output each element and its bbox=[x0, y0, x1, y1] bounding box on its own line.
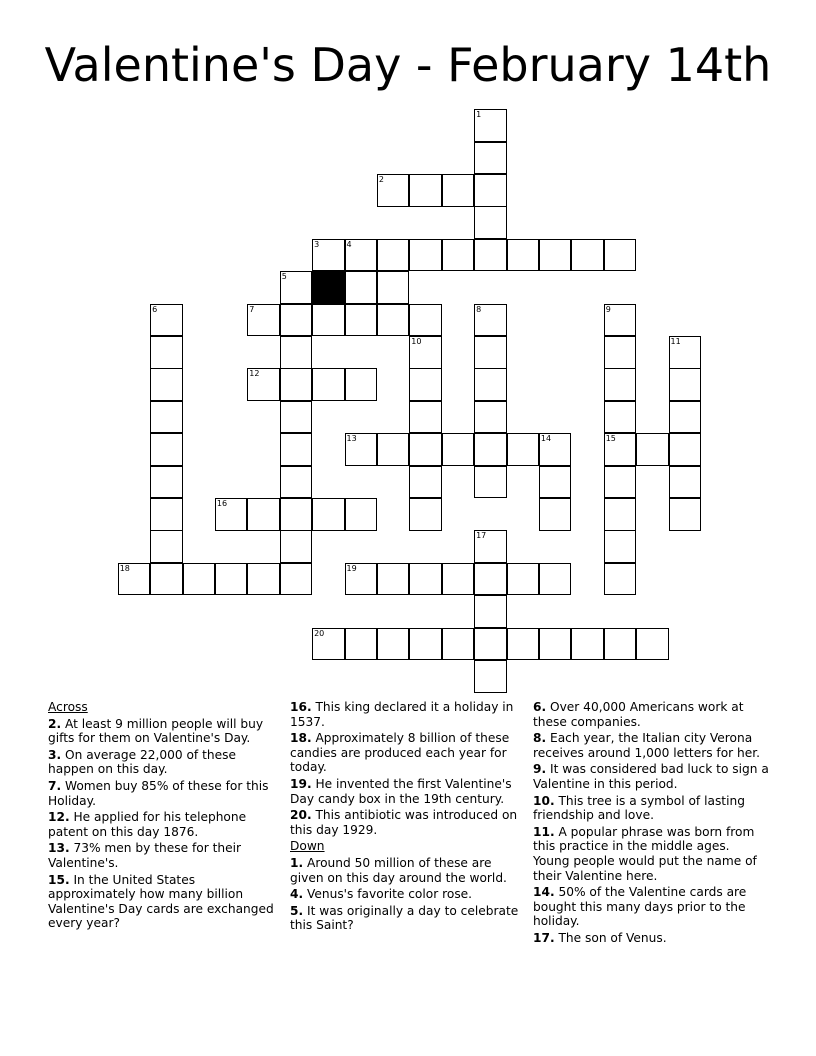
clue-item-number: 20. bbox=[290, 808, 312, 823]
clue-number: 14 bbox=[540, 434, 552, 444]
grid-cell[interactable] bbox=[150, 433, 183, 466]
clue-number: 12 bbox=[249, 369, 260, 379]
clue-number: 6 bbox=[152, 304, 158, 314]
grid-cell[interactable] bbox=[409, 336, 442, 369]
grid-cell[interactable] bbox=[409, 498, 442, 531]
grid-cell[interactable] bbox=[507, 239, 540, 272]
grid-cell[interactable] bbox=[150, 368, 183, 401]
grid-cell[interactable] bbox=[150, 563, 183, 596]
clue-item-text: He applied for his telephone patent on this day 1876. bbox=[48, 810, 247, 839]
clue-item-text: A popular phrase was born from this practice in the middle ages. Young people would put the name of their Valentine here. bbox=[533, 824, 757, 883]
clue-item bbox=[533, 700, 769, 729]
grid-cell[interactable] bbox=[474, 595, 507, 628]
grid-cell[interactable] bbox=[280, 368, 313, 401]
grid-cell[interactable] bbox=[442, 433, 475, 466]
clue-item bbox=[290, 700, 526, 729]
clue-item-number: 2. bbox=[48, 716, 62, 731]
grid-cell[interactable] bbox=[345, 563, 378, 596]
clue-item-number: 6. bbox=[533, 700, 547, 714]
clue-item-number: 8. bbox=[533, 731, 547, 746]
grid-cell[interactable] bbox=[150, 401, 183, 434]
grid-cell[interactable] bbox=[409, 304, 442, 337]
grid-cell[interactable] bbox=[280, 271, 313, 304]
clue-number: 1 bbox=[476, 110, 482, 120]
clue-item bbox=[533, 931, 769, 946]
grid-cell[interactable] bbox=[377, 563, 410, 596]
clue-item-number: 5. bbox=[290, 903, 304, 918]
clue-number: 10 bbox=[411, 337, 422, 346]
grid-cell[interactable] bbox=[604, 304, 637, 337]
clue-number: 19 bbox=[346, 563, 357, 573]
grid-cell[interactable] bbox=[345, 628, 378, 661]
clue-number: 11 bbox=[670, 337, 681, 346]
grid-cell[interactable] bbox=[118, 563, 151, 596]
clue-number: 17 bbox=[476, 531, 487, 541]
grid-cell[interactable] bbox=[539, 433, 572, 466]
clue-item-text: Women buy 85% of these for this Holiday. bbox=[48, 778, 269, 808]
grid-cell[interactable] bbox=[474, 368, 507, 401]
grid-cell[interactable] bbox=[474, 660, 507, 693]
down-clue-list bbox=[290, 856, 526, 933]
grid-cell[interactable] bbox=[183, 563, 216, 596]
clue-item-text: In the United States approximately how many billion Valentine's Day cards are exchanged every year? bbox=[48, 872, 274, 931]
clue-item-text: This tree is a symbol of lasting friendship and love. bbox=[533, 793, 745, 823]
grid-cell[interactable] bbox=[474, 174, 507, 207]
clue-item-text: It was originally a day to celebrate this Saint? bbox=[290, 903, 519, 933]
grid-cell[interactable] bbox=[150, 530, 183, 563]
grid-cell[interactable] bbox=[442, 628, 475, 661]
clue-number: 2 bbox=[378, 175, 384, 184]
grid-cell[interactable] bbox=[539, 466, 572, 499]
clue-item-number: 17. bbox=[533, 930, 555, 945]
grid-cell[interactable] bbox=[215, 498, 248, 531]
clue-item bbox=[290, 904, 526, 933]
grid-cell[interactable] bbox=[280, 530, 313, 563]
across-clue-list-continued bbox=[290, 700, 526, 837]
clue-item-number: 16. bbox=[290, 700, 312, 714]
clue-item bbox=[533, 794, 769, 823]
grid-cell[interactable] bbox=[377, 174, 410, 207]
grid-cell[interactable] bbox=[280, 304, 313, 337]
grid-cell[interactable] bbox=[150, 304, 183, 337]
grid-cell[interactable] bbox=[604, 336, 637, 369]
grid-cell[interactable] bbox=[150, 466, 183, 499]
clue-item-number: 11. bbox=[533, 824, 555, 839]
grid-cell[interactable] bbox=[312, 628, 345, 661]
grid-cell[interactable] bbox=[150, 498, 183, 531]
clue-item bbox=[48, 717, 284, 746]
clue-number: 13 bbox=[346, 434, 357, 444]
grid-cell[interactable] bbox=[409, 239, 442, 272]
grid-cell[interactable] bbox=[280, 466, 313, 499]
grid-cell[interactable] bbox=[507, 433, 540, 466]
clues-column-1 bbox=[48, 700, 284, 933]
clue-item bbox=[48, 810, 284, 839]
clue-item-text: The son of Venus. bbox=[554, 930, 667, 945]
grid-cell[interactable] bbox=[604, 239, 637, 272]
grid-cell[interactable] bbox=[409, 368, 442, 401]
grid-cell[interactable] bbox=[345, 271, 378, 304]
grid-cell[interactable] bbox=[474, 466, 507, 499]
grid-cell[interactable] bbox=[409, 433, 442, 466]
grid-cell[interactable] bbox=[474, 628, 507, 661]
clue-item bbox=[290, 856, 526, 885]
grid-cell[interactable] bbox=[409, 466, 442, 499]
grid-cell[interactable] bbox=[604, 530, 637, 563]
clue-item bbox=[48, 748, 284, 777]
grid-cell[interactable] bbox=[474, 239, 507, 272]
grid-cell[interactable] bbox=[474, 401, 507, 434]
grid-cell[interactable] bbox=[474, 304, 507, 337]
grid-cell[interactable] bbox=[409, 174, 442, 207]
grid-cell[interactable] bbox=[312, 498, 345, 531]
grid-cell[interactable] bbox=[507, 628, 540, 661]
clue-number: 18 bbox=[119, 563, 130, 573]
grid-cell[interactable] bbox=[571, 239, 604, 272]
grid-cell[interactable] bbox=[409, 401, 442, 434]
grid-cell[interactable] bbox=[377, 628, 410, 661]
clue-number: 9 bbox=[605, 304, 611, 314]
grid-cell[interactable] bbox=[474, 336, 507, 369]
grid-cell[interactable] bbox=[669, 433, 702, 466]
clue-item-text: It was considered bad luck to sign a Valentine in this period. bbox=[533, 762, 769, 791]
grid-cell[interactable] bbox=[215, 563, 248, 596]
clue-item-text: Each year, the Italian city Verona receives around 1,000 letters for her. bbox=[533, 731, 761, 760]
clue-number: 16 bbox=[216, 499, 228, 508]
down-clue-list-continued bbox=[533, 700, 769, 946]
grid-cell[interactable] bbox=[474, 433, 507, 466]
grid-cell[interactable] bbox=[345, 498, 378, 531]
clue-item-number: 7. bbox=[48, 778, 62, 793]
grid-cell[interactable] bbox=[280, 336, 313, 369]
clue-item-number: 9. bbox=[533, 762, 547, 777]
clue-item bbox=[48, 873, 284, 931]
clue-item-number: 14. bbox=[533, 885, 555, 900]
grid-cell[interactable] bbox=[474, 530, 507, 563]
grid-cell[interactable] bbox=[507, 563, 540, 596]
clue-item-number: 10. bbox=[533, 793, 555, 808]
clue-item-text: Over 40,000 Americans work at these companies. bbox=[533, 700, 744, 729]
clue-item-text: On average 22,000 of these happen on this day. bbox=[48, 747, 236, 777]
clue-item-text: At least 9 million people will buy gifts for them on Valentine's Day. bbox=[48, 716, 264, 746]
grid-cell[interactable] bbox=[345, 239, 378, 272]
grid-cell[interactable] bbox=[539, 563, 572, 596]
grid-cell[interactable] bbox=[280, 498, 313, 531]
clue-item-text: Venus's favorite color rose. bbox=[303, 887, 473, 902]
grid-cell[interactable] bbox=[539, 498, 572, 531]
clue-number: 3 bbox=[314, 239, 320, 249]
grid-cell[interactable] bbox=[474, 563, 507, 596]
clue-item-text: Around 50 million of these are given on this day around the world. bbox=[290, 855, 507, 885]
grid-cell[interactable] bbox=[247, 563, 280, 596]
clues-column-3 bbox=[533, 700, 769, 948]
clue-number: 7 bbox=[249, 304, 255, 314]
grid-cell[interactable] bbox=[280, 563, 313, 596]
grid-cell[interactable] bbox=[442, 174, 475, 207]
down-heading: Down bbox=[290, 839, 325, 854]
clue-item-text: This king declared it a holiday in 1537. bbox=[290, 700, 514, 729]
clue-item-number: 15. bbox=[48, 872, 70, 887]
grid-cell[interactable] bbox=[409, 628, 442, 661]
grid-cell[interactable] bbox=[247, 368, 280, 401]
grid-cell[interactable] bbox=[571, 628, 604, 661]
grid-cell[interactable] bbox=[604, 498, 637, 531]
grid-cell[interactable] bbox=[636, 628, 669, 661]
grid-cell[interactable] bbox=[377, 304, 410, 337]
grid-cell[interactable] bbox=[247, 498, 280, 531]
grid-cell[interactable] bbox=[409, 563, 442, 596]
grid-cell[interactable] bbox=[604, 433, 637, 466]
clue-number: 5 bbox=[281, 272, 287, 282]
grid-cell[interactable] bbox=[377, 271, 410, 304]
grid-cell[interactable] bbox=[539, 628, 572, 661]
clue-item-number: 18. bbox=[290, 731, 312, 746]
grid-cell[interactable] bbox=[604, 563, 637, 596]
clue-item bbox=[533, 762, 769, 791]
clue-item bbox=[290, 808, 526, 837]
across-clue-list bbox=[48, 717, 284, 931]
clue-item-number: 13. bbox=[48, 841, 70, 856]
grid-cell[interactable] bbox=[280, 401, 313, 434]
page-title: Valentine's Day - February 14th bbox=[44, 38, 772, 92]
grid-cell[interactable] bbox=[474, 109, 507, 142]
grid-cell[interactable] bbox=[539, 239, 572, 272]
grid-cell[interactable] bbox=[604, 401, 637, 434]
grid-cell[interactable] bbox=[442, 563, 475, 596]
grid-cell[interactable] bbox=[442, 239, 475, 272]
grid-cell[interactable] bbox=[604, 466, 637, 499]
across-heading: Across bbox=[48, 700, 88, 714]
clue-item bbox=[533, 825, 769, 883]
clue-number: 15 bbox=[605, 434, 616, 444]
grid-cell[interactable] bbox=[345, 368, 378, 401]
grid-cell[interactable] bbox=[669, 336, 702, 369]
clue-number: 8 bbox=[476, 304, 482, 314]
clue-item bbox=[290, 777, 526, 806]
grid-cell[interactable] bbox=[669, 368, 702, 401]
grid-cell[interactable] bbox=[345, 433, 378, 466]
clue-item-text: 50% of the Valentine cards are bought this many days prior to the holiday. bbox=[533, 885, 747, 929]
grid-cell[interactable] bbox=[669, 498, 702, 531]
clue-item-number: 3. bbox=[48, 747, 62, 762]
clue-item-number: 4. bbox=[290, 887, 304, 902]
clue-item bbox=[290, 731, 526, 775]
grid-cell[interactable] bbox=[377, 433, 410, 466]
grid-cell[interactable] bbox=[474, 206, 507, 239]
grid-cell[interactable] bbox=[312, 239, 345, 272]
grid-cell[interactable] bbox=[474, 142, 507, 175]
grid-cell[interactable] bbox=[604, 368, 637, 401]
clue-item-number: 1. bbox=[290, 855, 304, 870]
clue-item-text: He invented the first Valentine's Day candy box in the 19th century. bbox=[290, 776, 512, 806]
clue-item bbox=[533, 885, 769, 929]
clue-item bbox=[48, 779, 284, 808]
clue-item bbox=[48, 841, 284, 870]
grid-cell[interactable] bbox=[669, 401, 702, 434]
clue-item-number: 19. bbox=[290, 776, 312, 791]
clue-item-number: 12. bbox=[48, 810, 70, 825]
grid-cell[interactable] bbox=[345, 304, 378, 337]
grid-cell[interactable] bbox=[636, 433, 669, 466]
clue-item bbox=[290, 887, 526, 902]
grid-cell[interactable] bbox=[312, 368, 345, 401]
grid-cell[interactable] bbox=[312, 304, 345, 337]
grid-cell[interactable] bbox=[150, 336, 183, 369]
clues-column-2 bbox=[290, 700, 526, 935]
clue-item-text: 73% men by these for their Valentine's. bbox=[48, 841, 241, 870]
grid-cell[interactable] bbox=[669, 466, 702, 499]
grid-cell[interactable] bbox=[377, 239, 410, 272]
black-cell bbox=[312, 271, 345, 304]
grid-cell[interactable] bbox=[247, 304, 280, 337]
grid-cell[interactable] bbox=[604, 628, 637, 661]
clue-item bbox=[533, 731, 769, 760]
clue-item-text: This antibiotic was introduced on this day 1929. bbox=[290, 808, 518, 837]
clue-item-text: Approximately 8 billion of these candies are produced each year for today. bbox=[290, 731, 510, 775]
clue-number: 20 bbox=[314, 628, 325, 638]
grid-cell[interactable] bbox=[280, 433, 313, 466]
clue-number: 4 bbox=[346, 239, 352, 249]
